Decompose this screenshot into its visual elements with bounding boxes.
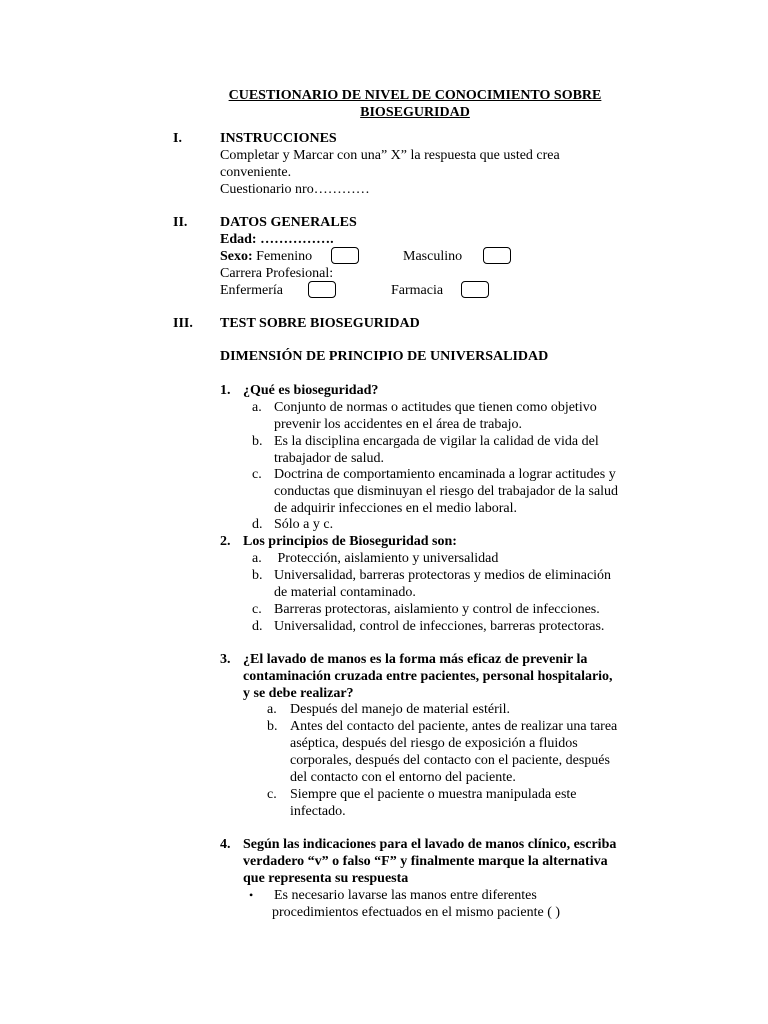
female-checkbox[interactable] — [331, 247, 359, 264]
section-1-heading: INSTRUCCIONES — [220, 131, 337, 146]
q2-option-a-line1: Protección, aislamiento y universalidad — [274, 551, 499, 566]
q3-option-a-line1: Después del manejo de material estéril. — [290, 702, 511, 717]
sex-field — [220, 248, 312, 265]
male-label: Masculino — [403, 249, 463, 264]
nursing-checkbox[interactable] — [308, 281, 336, 298]
question-4-line2: verdadero “v” o falso “F” y finalmente marque la alternativa — [243, 854, 608, 869]
question-2-text: Los principios de Bioseguridad son: — [243, 534, 457, 549]
question-3-number: 3. — [220, 652, 231, 667]
age-blank: ……………. — [260, 232, 334, 247]
q2-option-b-line1: Universalidad, barreras protectoras y medios de eliminación — [274, 568, 612, 583]
q3-option-c-line1: Siempre que el paciente o muestra manipulada este — [290, 787, 577, 802]
q1-option-a-letter: a. — [252, 400, 262, 415]
instructions-line1: Completar y Marcar con una” X” la respuesta que usted crea — [220, 148, 560, 163]
q3-option-a-letter: a. — [267, 702, 277, 717]
q2-option-a-letter: a. — [252, 551, 262, 566]
section-3-heading: TEST SOBRE BIOSEGURIDAD — [220, 316, 420, 331]
question-3-line3: y se debe realizar? — [243, 686, 354, 701]
career-label: Carrera Profesional: — [220, 266, 334, 281]
dimension-heading: DIMENSIÓN DE PRINCIPIO DE UNIVERSALIDAD — [220, 349, 549, 364]
male-checkbox[interactable] — [483, 247, 511, 264]
document-title-line1: CUESTIONARIO DE NIVEL DE CONOCIMIENTO SOBRE — [228, 88, 602, 103]
q2-option-d-line1: Universalidad, control de infecciones, barreras protectoras. — [274, 619, 605, 634]
sex-label: Sexo: — [220, 249, 253, 264]
q1-option-d-line1: Sólo a y c. — [274, 517, 334, 532]
q1-option-c-line2: conductas que disminuyan el riesgo del trabajador de la salud — [274, 484, 619, 499]
q2-option-c-line1: Barreras protectoras, aislamiento y control de infecciones. — [274, 602, 600, 617]
section-3-number: III. — [173, 316, 193, 331]
q4-bullet-line1: Es necesario lavarse las manos entre diferentes — [274, 888, 537, 903]
nursing-label: Enfermería — [220, 283, 283, 298]
question-4-number: 4. — [220, 837, 231, 852]
question-4-line1: Según las indicaciones para el lavado de manos clínico, escriba — [243, 837, 617, 852]
age-label: Edad: — [220, 232, 257, 247]
q1-option-c-line1: Doctrina de comportamiento encaminada a lograr actitudes y — [274, 467, 616, 482]
female-label: Femenino — [256, 249, 313, 264]
q3-option-c-line2: infectado. — [290, 804, 346, 819]
q2-option-d-letter: d. — [252, 619, 263, 634]
q2-option-b-letter: b. — [252, 568, 263, 583]
q3-option-b-line3: corporales, después del contacto con el paciente, después — [290, 753, 610, 768]
q1-option-d-letter: d. — [252, 517, 263, 532]
q3-option-b-line2: aséptica, después del riesgo de exposición a fluidos — [290, 736, 578, 751]
age-field — [220, 231, 334, 248]
q3-option-b-line4: del contacto con el entorno del paciente. — [290, 770, 516, 785]
section-2-heading: DATOS GENERALES — [220, 215, 357, 230]
q1-option-b-line1: Es la disciplina encargada de vigilar la calidad de vida del — [274, 434, 599, 449]
document-title-line2: BIOSEGURIDAD — [360, 105, 470, 120]
q1-option-c-line3: de adquirir infecciones en el medio laboral. — [274, 501, 517, 516]
q1-option-a-line2: prevenir los accidentes en el área de trabajo. — [274, 417, 522, 432]
q3-option-c-letter: c. — [267, 787, 277, 802]
q1-option-c-letter: c. — [252, 467, 262, 482]
q3-option-b-line1: Antes del contacto del paciente, antes de realizar una tarea — [290, 719, 618, 734]
pharmacy-label: Farmacia — [391, 283, 444, 298]
questionnaire-number: Cuestionario nro………… — [220, 182, 370, 197]
q4-bullet-line2: procedimientos efectuados en el mismo paciente ( ) — [272, 905, 561, 920]
q1-option-a-line1: Conjunto de normas o actitudes que tienen como objetivo — [274, 400, 597, 415]
instructions-line2: conveniente. — [220, 165, 292, 180]
q1-option-b-line2: trabajador de salud. — [274, 451, 385, 466]
section-2-number: II. — [173, 215, 188, 230]
question-1-number: 1. — [220, 383, 231, 398]
section-1-number: I. — [173, 131, 182, 146]
q2-option-b-line2: de material contaminado. — [274, 585, 416, 600]
question-4-line3: que representa su respuesta — [243, 871, 409, 886]
q3-option-b-letter: b. — [267, 719, 278, 734]
question-1-text: ¿Qué es bioseguridad? — [243, 383, 379, 398]
question-3-line2: contaminación cruzada entre pacientes, personal hospitalario, — [243, 669, 613, 684]
q2-option-c-letter: c. — [252, 602, 262, 617]
question-3-line1: ¿El lavado de manos es la forma más eficaz de prevenir la — [243, 652, 588, 667]
question-2-number: 2. — [220, 534, 231, 549]
pharmacy-checkbox[interactable] — [461, 281, 489, 298]
q1-option-b-letter: b. — [252, 434, 263, 449]
q4-bullet-icon: • — [249, 888, 254, 902]
